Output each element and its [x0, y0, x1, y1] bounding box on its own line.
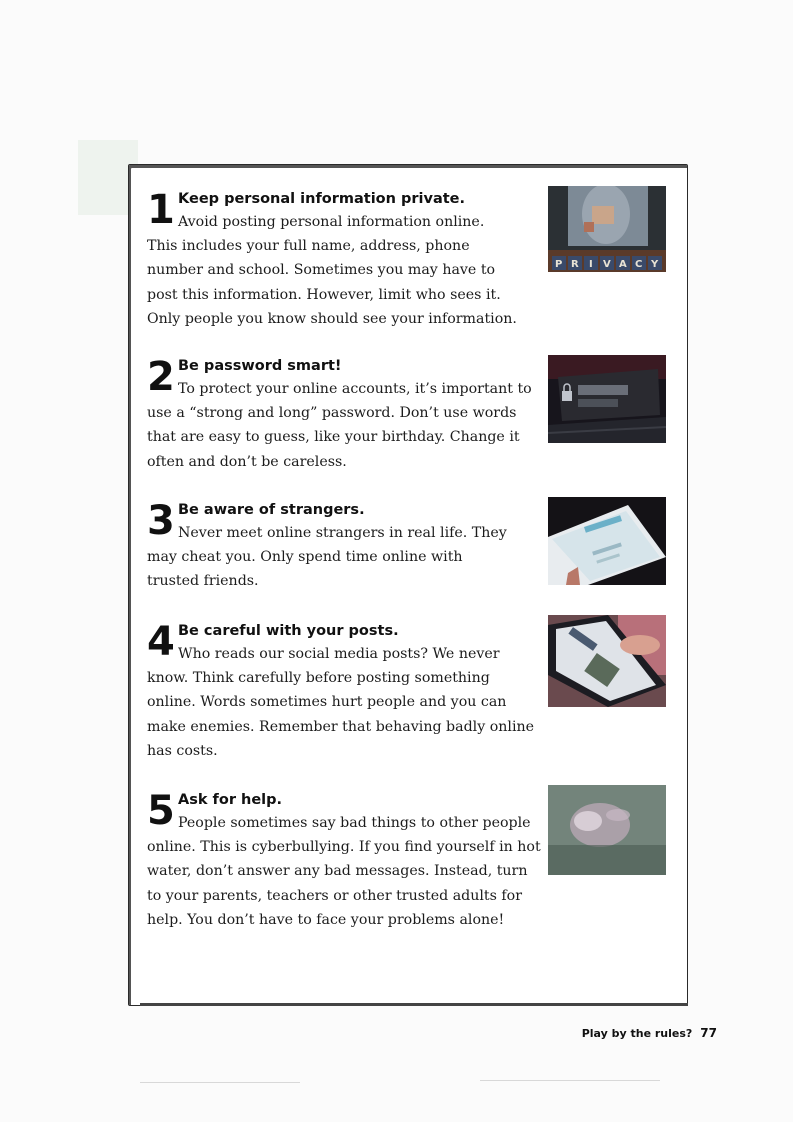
tip-body: Who reads our social media posts? We never know. Think carefully before posting something online. Words sometimes hurt people and you can make enemies. Remember that behaving badly online has costs.	[147, 646, 535, 759]
password-photo	[548, 355, 666, 443]
tip-3	[147, 499, 542, 594]
help-photo	[548, 785, 666, 875]
tip-2	[147, 355, 542, 474]
tip-title: Ask for help.	[178, 792, 283, 808]
tip-5	[147, 789, 542, 932]
tip-4	[147, 620, 542, 763]
tip-title: Be careful with your posts.	[178, 623, 399, 639]
tip-body: Never meet online strangers in real life. They may cheat you. Only spend time online with trusted friends.	[147, 525, 507, 590]
tip-number: 5	[147, 788, 175, 834]
tip-title: Keep personal information private.	[178, 191, 466, 207]
tile-letter: V	[603, 259, 611, 270]
tile-letter: C	[635, 259, 643, 270]
scan-artifact	[480, 1080, 660, 1081]
tile-letter: P	[555, 259, 563, 270]
page-footer	[582, 1026, 717, 1040]
tip-number: 2	[147, 354, 175, 400]
privacy-photo	[548, 186, 666, 272]
tip-number: 3	[147, 498, 175, 544]
tip-title: Be password smart!	[178, 358, 342, 374]
strangers-photo	[548, 497, 666, 585]
tile-letter: Y	[651, 259, 659, 270]
tile-letter: I	[589, 259, 593, 270]
scan-artifact	[140, 1082, 300, 1083]
tip-body: People sometimes say bad things to other people online. This is cyberbullying. If you find yourself in hot water, don’t answer any bad messages. Instead, turn to your parents, teachers or other trusted adults for help. You don’t have to face your problems alone!	[147, 815, 541, 928]
tip-body: To protect your online accounts, it’s important to use a “strong and long” password. Don’t use words that are easy to guess, like your birthday. Change it often and don’t be careless.	[147, 381, 532, 470]
tip-number: 4	[147, 619, 175, 665]
tip-number: 1	[147, 187, 175, 233]
tip-body: Avoid posting personal information online. This includes your full name, address, phone number and school. Sometimes you may have to post this information. However, limit who sees it. Only people you know should see your information.	[147, 214, 517, 327]
tip-1	[147, 188, 542, 331]
tip-title: Be aware of strangers.	[178, 502, 365, 518]
running-title: Play by the rules?	[581, 1027, 693, 1040]
page-number: 77	[700, 1026, 717, 1040]
tile-letter: R	[571, 259, 579, 270]
box-shadow	[140, 1003, 688, 1006]
posts-photo	[548, 615, 666, 707]
tile-letter: A	[619, 259, 627, 270]
